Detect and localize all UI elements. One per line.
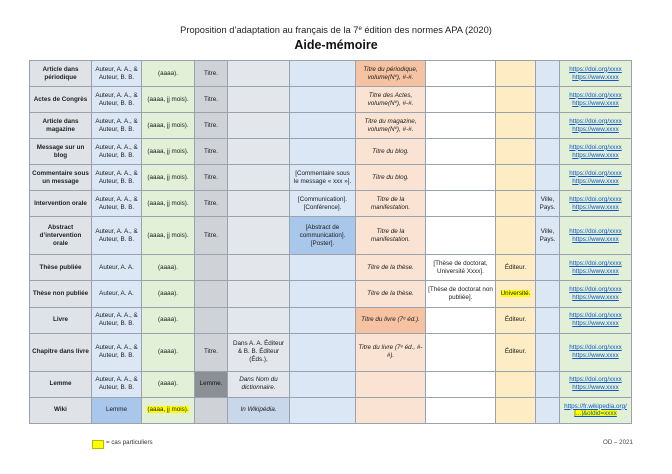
url-cell: [560, 397, 632, 423]
source-cell: Titre du livre (7ᵉ éd., #-#).: [356, 333, 426, 371]
type-cell: [426, 397, 496, 423]
url-cell: [560, 165, 632, 191]
row-label: Chapitre dans livre: [30, 333, 92, 371]
titre-cell: [195, 397, 228, 423]
titre-cell: Lemme.: [195, 371, 228, 397]
editeurs-cell: [228, 191, 290, 217]
editeur-cell: Éditeur.: [496, 307, 536, 333]
doi-link[interactable]: https://doi.org/xxxx: [569, 91, 622, 99]
url-cell: [560, 307, 632, 333]
table-row: [30, 113, 632, 139]
type-cell: [426, 61, 496, 87]
description-cell: [Communication]. [Conférence].: [290, 191, 356, 217]
date-cell: (aaaa).: [142, 61, 195, 87]
doi-link[interactable]: https://doi.org/xxxx: [569, 260, 622, 268]
type-cell: [426, 165, 496, 191]
description-cell: [290, 397, 356, 423]
url-cell: [560, 191, 632, 217]
lieu-cell: [536, 113, 560, 139]
table-row: [30, 397, 632, 423]
description-cell: [290, 139, 356, 165]
url-cell: [560, 255, 632, 281]
www-link[interactable]: https://www.xxxx: [572, 125, 619, 133]
editeurs-cell: [228, 333, 290, 371]
editeurs-cell: In Wikipédia.: [228, 397, 290, 423]
description-cell: [290, 113, 356, 139]
date-cell: (aaaa, jj mois).: [142, 217, 195, 255]
www-link[interactable]: https://www.xxxx: [572, 352, 619, 360]
doi-link[interactable]: https://doi.org/xxxx: [569, 286, 622, 294]
table-row: [30, 333, 632, 371]
table-row: [30, 217, 632, 255]
row-label: Commentaire sous un message: [30, 165, 92, 191]
www-link[interactable]: https://www.xxxx: [572, 151, 619, 159]
editeurs-cell: [228, 281, 290, 307]
www-link[interactable]: https://www.xxxx: [572, 294, 619, 301]
legend-text: = cas particuliers: [106, 439, 153, 446]
lieu-cell: [536, 397, 560, 423]
source-cell: Titre du livre (7ᵉ éd.).: [356, 307, 426, 333]
source-cell: Titre du magazine, volume(Nº), #-#.: [356, 113, 426, 139]
description-cell: [290, 371, 356, 397]
url-cell: [560, 87, 632, 113]
date-cell: (aaaa).: [142, 333, 195, 371]
source-cell: Titre de la thèse.: [356, 255, 426, 281]
url-cell: [560, 217, 632, 255]
auteur-cell: Auteur, A. A.: [92, 255, 142, 281]
editeurs-cell: [228, 61, 290, 87]
description-cell: [290, 333, 356, 371]
lieu-cell: [536, 87, 560, 113]
description-cell: [Abstract de communication]. [Poster].: [290, 217, 356, 255]
date-cell: (aaaa).: [142, 255, 195, 281]
auteur-cell: Auteur, A. A., & Auteur, B. B.: [92, 217, 142, 255]
titre-cell: Titre.: [195, 61, 228, 87]
lieu-cell: [536, 165, 560, 191]
editeurs-cell: [228, 307, 290, 333]
description-cell: [290, 61, 356, 87]
lieu-cell: [536, 255, 560, 281]
editeur-cell: [496, 87, 536, 113]
doi-link[interactable]: https://doi.org/xxxx: [569, 65, 622, 73]
titre-cell: [195, 307, 228, 333]
row-label: Actes de Congrès: [30, 87, 92, 113]
auteur-cell: Auteur, A. A., & Auteur, B. B.: [92, 61, 142, 87]
source-cell: Titre de la manifestation.: [356, 191, 426, 217]
url-cell: [560, 61, 632, 87]
url-cell: [560, 371, 632, 397]
type-cell: [426, 87, 496, 113]
auteur-cell: Auteur, A. A., & Auteur, B. B.: [92, 191, 142, 217]
row-label: Wiki: [30, 397, 92, 423]
lieu-cell: Ville, Pays.: [536, 217, 560, 255]
auteur-cell: Auteur, A. A., & Auteur, B. B.: [92, 139, 142, 165]
auteur-cell: Auteur, A. A.: [92, 281, 142, 307]
www-link[interactable]: https://www.xxxx: [572, 177, 619, 185]
lieu-cell: [536, 61, 560, 87]
editeur-cell: Éditeur.: [496, 255, 536, 281]
www-link[interactable]: https://www.xxxx: [572, 267, 619, 275]
editeurs-cell: [228, 165, 290, 191]
editeur-cell: [496, 397, 536, 423]
wikipedia-link[interactable]: https://fr.wikipedia.org/: [564, 402, 627, 410]
table-row: [30, 307, 632, 333]
special-case-highlight: (aaaa, jj mois).: [147, 406, 189, 414]
description-cell: [Commentaire sous le message « xxx »].: [290, 165, 356, 191]
page-subtitle: Aide-mémoire: [294, 38, 378, 52]
doi-link[interactable]: https://doi.org/xxxx: [569, 169, 622, 177]
table-row: [30, 61, 632, 87]
type-cell: [Thèse de doctorat non publiée].: [426, 281, 496, 307]
titre-cell: Titre.: [195, 333, 228, 371]
date-cell: [142, 397, 195, 423]
description-cell: [290, 307, 356, 333]
editeur-cell: [496, 113, 536, 139]
special-case-highlight: Dans A. A. Éditeur & B. B. Éditeur (Éds.),: [232, 340, 285, 364]
type-cell: [426, 333, 496, 371]
titre-cell: Titre.: [195, 87, 228, 113]
date-cell: (aaaa).: [142, 307, 195, 333]
table-row: [30, 255, 632, 281]
www-link[interactable]: https://www.xxxx: [572, 99, 619, 107]
table-row: [30, 191, 632, 217]
editeur-cell: [496, 217, 536, 255]
editeurs-cell: Dans Nom du dictionnaire.: [228, 371, 290, 397]
titre-cell: Titre.: [195, 113, 228, 139]
editeurs-cell: [228, 87, 290, 113]
titre-cell: Titre.: [195, 165, 228, 191]
row-label: Article dans périodique: [30, 61, 92, 87]
row-label: Thèse non publiée: [30, 281, 92, 307]
editeur-cell: [496, 281, 536, 307]
date-cell: (aaaa).: [142, 371, 195, 397]
row-label: Message sur un blog: [30, 139, 92, 165]
doi-link[interactable]: https://doi.org/xxxx: [569, 117, 622, 125]
lieu-cell: Ville, Pays.: [536, 191, 560, 217]
row-label: Lemme: [30, 371, 92, 397]
www-link[interactable]: https://www.xxxx: [572, 320, 619, 328]
page-title: Proposition d’adaptation au français de la 7e édition des normes APA (2020): [180, 25, 492, 35]
source-cell: Titre de la manifestation.: [356, 217, 426, 255]
type-cell: [426, 113, 496, 139]
editeurs-cell: [228, 255, 290, 281]
editeurs-cell: [228, 113, 290, 139]
lieu-cell: [536, 139, 560, 165]
source-cell: [356, 397, 426, 423]
lieu-cell: [536, 333, 560, 371]
auteur-cell: Auteur, A. A., & Auteur, B. B.: [92, 113, 142, 139]
url-cell: [560, 281, 632, 307]
type-cell: [426, 217, 496, 255]
editeurs-cell: [228, 217, 290, 255]
editeur-cell: [496, 165, 536, 191]
www-link[interactable]: https://www.xxxx: [572, 73, 619, 81]
date-cell: (aaaa, jj mois).: [142, 191, 195, 217]
www-link[interactable]: https://www.xxxx: [572, 384, 619, 392]
table-row: [30, 87, 632, 113]
url-cell: [560, 139, 632, 165]
table-row: [30, 139, 632, 165]
auteur-cell: Auteur, A. A., & Auteur, B. B.: [92, 165, 142, 191]
editeur-cell: [496, 371, 536, 397]
date-cell: (aaaa, jj mois).: [142, 87, 195, 113]
date-cell: (aaaa, jj mois).: [142, 165, 195, 191]
editeur-cell: Éditeur.: [496, 333, 536, 371]
footer-credit: OD – 2021: [603, 439, 633, 446]
auteur-cell: Auteur, A. A., & Auteur, B. B.: [92, 87, 142, 113]
type-cell: [426, 307, 496, 333]
table-row: [30, 371, 632, 397]
reference-table: [29, 60, 632, 424]
source-cell: Titre du blog.: [356, 165, 426, 191]
editeur-cell: [496, 61, 536, 87]
doi-link[interactable]: https://doi.org/xxxx: [569, 195, 622, 203]
date-cell: (aaaa).: [142, 281, 195, 307]
editeurs-cell: [228, 139, 290, 165]
doi-link[interactable]: https://doi.org/xxxx: [569, 376, 622, 384]
auteur-cell: Auteur, A. A., & Auteur, B. B.: [92, 333, 142, 371]
description-cell: [290, 87, 356, 113]
url-cell: [560, 333, 632, 371]
source-cell: [356, 371, 426, 397]
www-link[interactable]: https://www.xxxx: [572, 203, 619, 211]
type-cell: [426, 139, 496, 165]
source-cell: Titre de la thèse.: [356, 281, 426, 307]
editeur-cell: [496, 139, 536, 165]
row-label: Thèse publiée: [30, 255, 92, 281]
source-cell: Titre du blog.: [356, 139, 426, 165]
doi-link[interactable]: https://doi.org/xxxx: [569, 227, 622, 235]
date-cell: (aaaa, jj mois).: [142, 139, 195, 165]
doi-link[interactable]: https://doi.org/xxxx: [569, 143, 622, 151]
type-cell: [426, 191, 496, 217]
lieu-cell: [536, 371, 560, 397]
legend-swatch: [92, 440, 104, 449]
doi-link[interactable]: https://doi.org/xxxx: [569, 312, 622, 320]
row-label: Livre: [30, 307, 92, 333]
lieu-cell: [536, 281, 560, 307]
titre-cell: Titre.: [195, 191, 228, 217]
table-row: [30, 165, 632, 191]
row-label: Abstract d’intervention orale: [30, 217, 92, 255]
description-cell: [290, 281, 356, 307]
type-cell: [Thèse de doctorat, Université Xxxx].: [426, 255, 496, 281]
source-cell: Titre des Actes, volume(Nº), #-#.: [356, 87, 426, 113]
auteur-cell: Lemme: [92, 397, 142, 423]
titre-cell: Titre.: [195, 217, 228, 255]
doi-link[interactable]: https://doi.org/xxxx: [569, 344, 622, 352]
table-row: [30, 281, 632, 307]
special-case-highlight: Université.: [500, 290, 531, 298]
date-cell: (aaaa, jj mois).: [142, 113, 195, 139]
titre-cell: [195, 255, 228, 281]
auteur-cell: Auteur, A. A., & Auteur, B. B.: [92, 371, 142, 397]
type-cell: [426, 371, 496, 397]
source-cell: Titre du périodique, volume(Nº), #-#.: [356, 61, 426, 87]
auteur-cell: Auteur, A. A., & Auteur, B. B.: [92, 307, 142, 333]
editeur-cell: [496, 191, 536, 217]
url-cell: [560, 113, 632, 139]
row-label: Intervention orale: [30, 191, 92, 217]
titre-cell: Titre.: [195, 139, 228, 165]
oldid-link[interactable]: [...]&oldid=xxxx: [574, 410, 617, 418]
row-label: Article dans magazine: [30, 113, 92, 139]
titre-cell: [195, 281, 228, 307]
www-link[interactable]: https://www.xxxx: [572, 235, 619, 243]
description-cell: [290, 255, 356, 281]
lieu-cell: [536, 307, 560, 333]
